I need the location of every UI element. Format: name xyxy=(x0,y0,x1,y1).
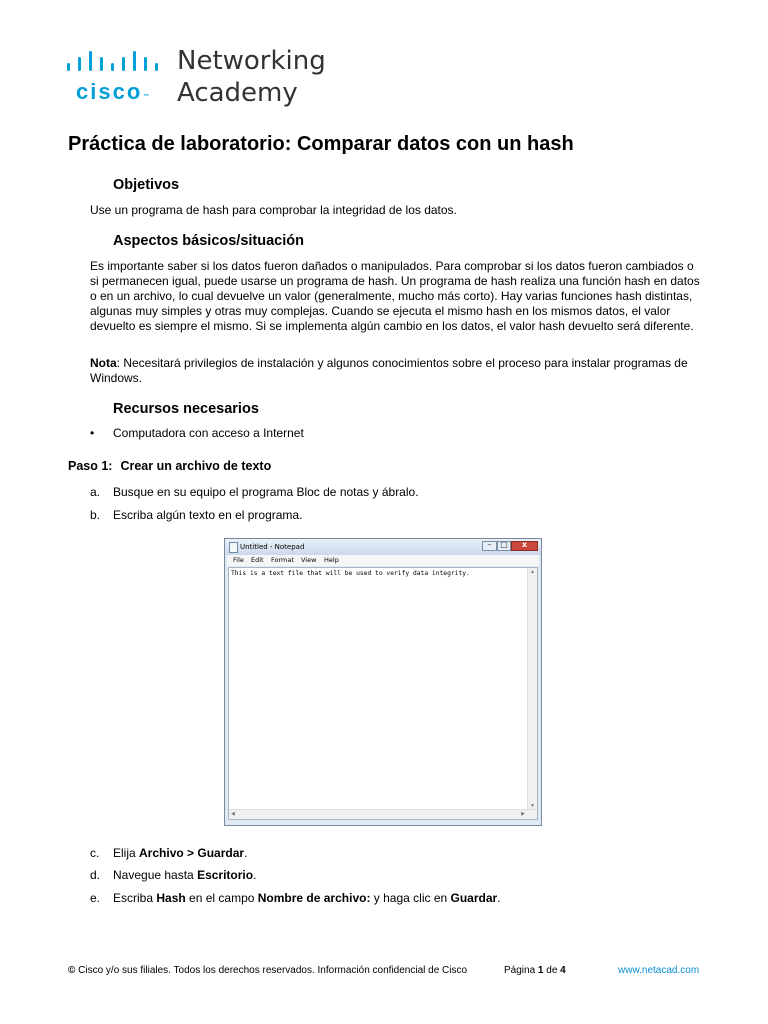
step-item-e: e. Escriba Hash en el campo Nombre de archivo: y haga clic en Guardar. xyxy=(90,891,501,905)
note-label: Nota xyxy=(90,356,117,370)
section-heading-aspectos: Aspectos básicos/situación xyxy=(113,233,304,249)
note-text: : Necesitará privilegios de instalación y algunos conocimientos sobre el proceso para instalar programas de Windows. xyxy=(90,356,688,385)
footer-page-number: Página 1 de 4 xyxy=(504,965,566,976)
close-icon: x xyxy=(511,541,538,551)
list-item: • Computadora con acceso a Internet xyxy=(90,426,304,440)
note-paragraph xyxy=(90,356,702,386)
brand-academy: Academy xyxy=(177,78,298,108)
brand-networking: Networking xyxy=(177,46,326,76)
scroll-down-icon: ▼ xyxy=(530,803,535,809)
section-heading-recursos: Recursos necesarios xyxy=(113,401,259,417)
menu-item-file: File xyxy=(233,556,244,564)
cisco-wordmark: cisco™ xyxy=(76,79,150,104)
cisco-bridge-icon xyxy=(67,50,167,76)
menu-item-view: View xyxy=(301,556,317,564)
step-heading: Paso 1: Crear un archivo de texto xyxy=(68,459,272,473)
objetivos-text: Use un programa de hash para comprobar la integridad de los datos. xyxy=(90,203,457,217)
section-heading-objetivos: Objetivos xyxy=(113,177,180,193)
notepad-icon xyxy=(229,542,238,553)
vertical-scrollbar xyxy=(527,568,537,810)
step-item-c: c. Elija Archivo > Guardar. xyxy=(90,846,248,860)
scroll-up-icon: ▲ xyxy=(530,569,535,575)
horizontal-scrollbar xyxy=(229,809,537,819)
bullet-icon: • xyxy=(90,426,95,440)
menu-item-format: Format xyxy=(271,556,294,564)
minimize-icon: – xyxy=(482,541,497,551)
footer-url-link[interactable]: www.netacad.com xyxy=(618,965,700,976)
cisco-networking-academy-logo xyxy=(67,46,327,112)
step-item-a: a. Busque en su equipo el programa Bloc de notas y ábralo. xyxy=(90,485,419,499)
notepad-menubar xyxy=(227,555,539,566)
maximize-icon: □ xyxy=(497,541,511,551)
notepad-editor xyxy=(228,567,538,820)
step-item-b: b. Escriba algún texto en el programa. xyxy=(90,508,303,522)
notepad-screenshot xyxy=(224,538,542,826)
scroll-right-icon: ▶ xyxy=(521,811,525,817)
notepad-titlebar: Untitled - Notepad – □ x xyxy=(225,539,541,555)
scroll-left-icon: ◀ xyxy=(231,811,235,817)
menu-item-help: Help xyxy=(324,556,339,564)
page-title: Práctica de laboratorio: Comparar datos con un hash xyxy=(68,133,574,155)
footer-copyright: © Cisco y/o sus filiales. Todos los derechos reservados. Información confidencial de Cisco xyxy=(68,965,468,976)
aspectos-paragraph: Es importante saber si los datos fueron dañados o manipulados. Para comprobar si los datos fueron cambiados o si permanecen igual, puede usarse un programa de hash. Un programa de hash realiza una función hash en datos o en un archivo, lo cual devuelve un valor (generalmente, mucho más corto). Hay varias funciones hash distintas, algunas muy simples y otras muy complejas. Cuando se ejecuta el mismo hash en los mismos datos, el valor devuelto es siempre el mismo. Si se implementa algún cambio en los datos, el valor hash devuelto será diferente. xyxy=(90,259,700,333)
menu-item-edit: Edit xyxy=(251,556,264,564)
step-item-d: d. Navegue hasta Escritorio. xyxy=(90,868,257,882)
notepad-content: This is a text file that will be used to verify data integrity. xyxy=(231,570,470,577)
